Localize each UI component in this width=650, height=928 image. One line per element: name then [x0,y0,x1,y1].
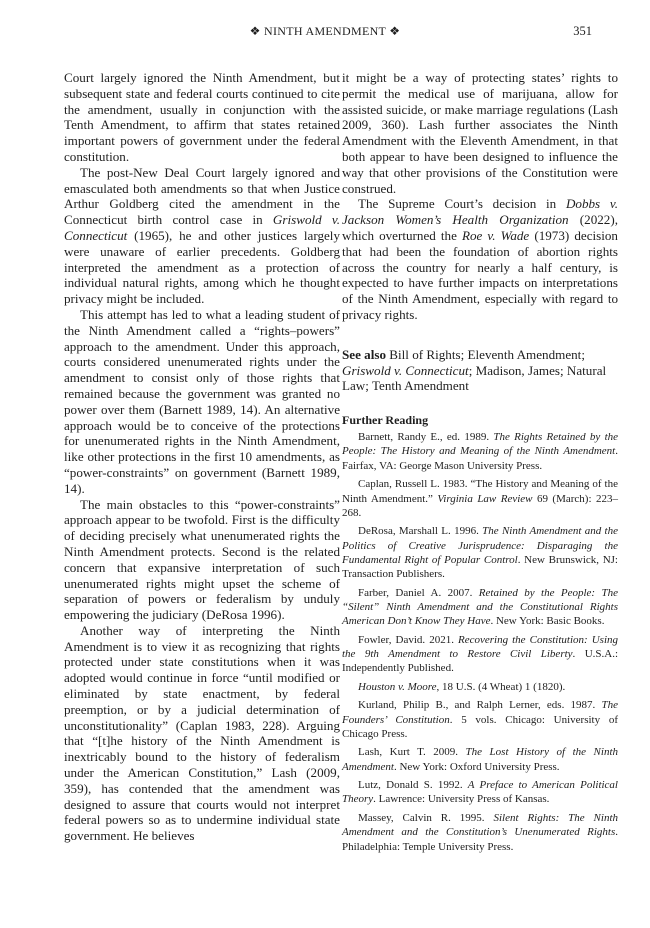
italic-title: Griswold v. Connecticut [342,362,469,378]
italic-title: Silent Rights: The Ninth Amendment and the Constitution’s Unenumerated Rights [342,811,619,839]
body-paragraph: The Supreme Court’s decision in Dobbs v. Jackson Women’s Health Organization (2022), which overturned the Roe v. Wade (1973) decision that had been the foundation of abortion rights across the country for nearly a half century, is expected to have further impacts on interpretations of the Ninth Amendment, especially with regard to privacy rights. [342,196,618,322]
reference-entry: Houston v. Moore, 18 U.S. (4 Wheat) 1 (1820). [358,680,566,693]
reference-entry: Fowler, David. 2021. Recovering the Constitution: Using the 9th Amendment to Restore Civil Liberty. U.S.A.: Independently Published. [342,633,619,675]
body-paragraph: Court largely ignored the Ninth Amendment, but subsequent state and federal courts continued to cite the amendment, usually in conjunction with the Tenth Amendment, to affirm that states retained important powers of government under the federal constitution. [64,70,340,164]
reference-entry: Caplan, Russell L. 1983. “The History and Meaning of the Ninth Amendment.” Virginia Law Review 69 (March): 223–268. [342,478,618,519]
italic-title: The Rights Retained by the People: The History and Meaning of the Ninth Amendment [342,431,619,458]
reference-entry: Massey, Calvin R. 1995. Silent Rights: The Ninth Amendment and the Constitution’s Unenumerated Rights. Philadelphia: Temple University Press. [342,811,619,853]
italic-title: The Ninth Amendment and the Politics of Creative Jurisprudence: Disparaging the Fundamental Right of Popular Control [342,525,618,566]
see-also-section [342,347,618,394]
italic-title: A Preface to American Political Theory [342,779,618,806]
further-reading-heading: Further Reading [342,413,429,428]
reference-entry: Barnett, Randy E., ed. 1989. The Rights Retained by the People: The History and Meaning of the Ninth Amendment. Fairfax, VA: George Mason University Press. [342,431,619,472]
body-paragraph: it might be a way of protecting states’ rights to permit the medical use of marijuana, allow for assisted suicide, or make marriage regulations (Lash 2009, 360). Lash further associates the Ninth Amendment with the Eleventh Amendment, in that both appear to have been designed to influence the way that other provisions of the Constitution were construed. [342,70,618,196]
italic-title: Retained by the People: The “Silent” Ninth Amendment and the Constitutional Rights American Don’t Know They Have [342,586,618,628]
italic-title: Griswold v. Connecticut [64,212,341,243]
page-header [0,24,650,42]
italic-title: The Founders’ Constitution [342,699,618,726]
reference-entry: Kurland, Philip B., and Ralph Lerner, eds. 1987. The Founders’ Constitution. 5 vols. Chicago: University of Chicago Press. [342,699,618,740]
body-paragraph: This attempt has led to what a leading student of the Ninth Amendment called a “rights–powers” approach to the amendment. Under this approach, courts considered unenumerated rights under the amendment to consist only of those rights that remained because the government was granted no power over them (Barnett 1989, 14). An alternative approach would be to conceive of the protections for unenumerated rights in the Ninth Amendment, like other protections in the first 10 amendments, as “power-constraints” on government (Barnett 1989, 14). [64,306,340,496]
reference-list [342,430,618,854]
italic-title: Houston v. Moore [358,680,437,693]
reference-entry: Lutz, Donald S. 1992. A Preface to American Political Theory. Lawrence: University Press of Kansas. [342,779,618,806]
right-column [342,70,618,854]
body-paragraph: The main obstacles to this “power-constraints” approach appear to be twofold. First is the difficulty of deciding precisely what unenumerated rights the Ninth Amendment protects. Second is the related concern that expansive interpretation of such unenumerated rights might upset the scheme of separation of powers or federalism by unduly empowering the judiciary (DeRosa 1996). [64,496,340,623]
reference-entry: Farber, Daniel A. 2007. Retained by the People: The “Silent” Ninth Amendment and the Constitutional Rights American Don’t Know They Have. New York: Basic Books. [342,586,618,628]
see-also-label: See also [342,346,387,362]
italic-title: Recovering the Constitution: Using the 9th Amendment to Restore Civil Liberty [342,633,618,661]
see-also-links: Bill of Rights; Eleventh Amendment; Griswold v. Connecticut; Madison, James; Natural Law; Tenth Amendment [342,346,607,394]
italic-title: Virginia Law Review [437,492,533,505]
italic-title: Roe v. Wade [461,227,530,243]
reference-entry: Lash, Kurt T. 2009. The Lost History of the Ninth Amendment. New York: Oxford University Press. [342,746,618,773]
left-column [64,70,340,844]
page-number: 351 [573,24,592,38]
italic-title: The Lost History of the Ninth Amendment [342,746,618,773]
body-paragraph: The post-New Deal Court largely ignored and emasculated both amendments so that when Justice Arthur Goldberg cited the amendment in the Connecticut birth control case in Griswold v. Connecticut (1965), he and other justices largely were unaware of earlier precedents. Goldberg interpreted the amendment as a protection of individual natural rights, among which he thought privacy might be included. [64,164,341,307]
reference-entry: DeRosa, Marshall L. 1996. The Ninth Amendment and the Politics of Creative Jurisprudence: Disparaging the Fundamental Right of Popular Control. New Brunswick, NJ: Transaction Publishers. [342,525,618,581]
body-paragraph: Another way of interpreting the Ninth Amendment is to view it as recognizing that rights protected under state constitutions when it was adopted would continue in force “until modified or eliminated by state enactment, by federal preemption, or by a judicial determination of unconstitutionality” (Caplan 1983, 228). Arguing that “[t]he history of the Ninth Amendment is inextricably bound to the history of federalism under the American Constitution,” Lash (2009, 359), has contended that the amendment was designed to assure that courts would not interpret federal powers so as to undermine individual state government. He believes [64,622,340,844]
running-head: ❖ NINTH AMENDMENT ❖ [249,24,401,38]
italic-title: Dobbs v. Jackson Women’s Health Organization [342,196,618,228]
